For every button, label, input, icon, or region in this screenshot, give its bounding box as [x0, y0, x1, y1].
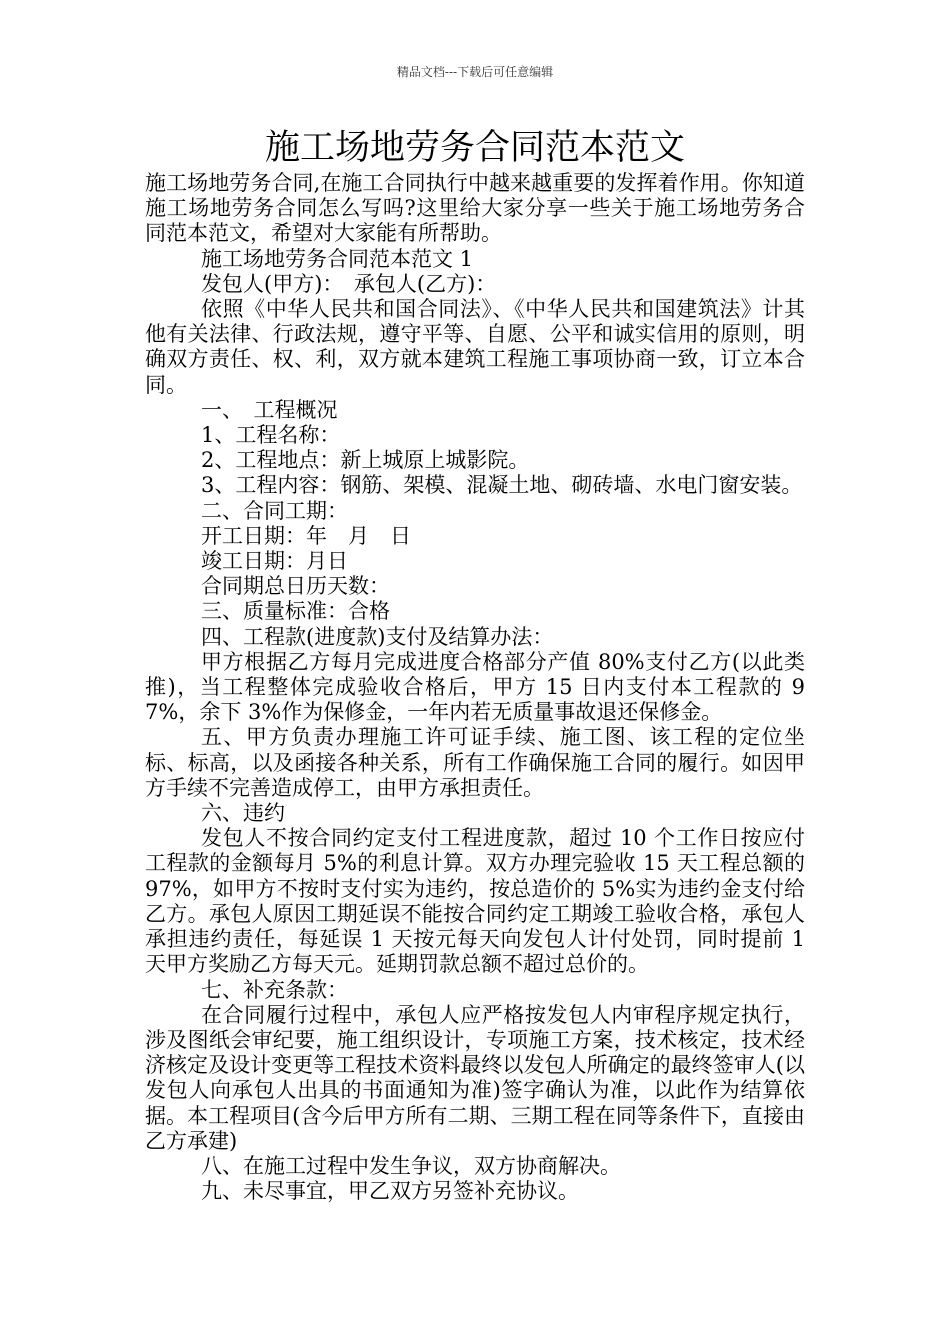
section-heading: 施工场地劳务合同范本范文 1: [201, 246, 474, 271]
clause-line: 开工日期：年 月 日: [201, 523, 411, 548]
document-title: 施工场地劳务合同范本范文: [264, 128, 685, 168]
clause-heading: 一、 工程概况: [201, 397, 338, 422]
document-body: [145, 171, 805, 1204]
clause-paragraph: 在合同履行过程中，承包人应严格按发包人内审程序规定执行，涉及图纸会审纪要，施工组织设计，专项施工方案，技术核定，技术经济核定及设计变更等工程技术资料最终以发包人所确定的最终签审人(以发包人向承包人出具的书面通知为准)签字确认为准，以此作为结算依据。本工程项目(含今后甲方所有二期、三期工程在同等条件下，直接由乙方承建): [145, 1002, 805, 1153]
preamble-paragraph: 依照《中华人民共和国合同法》、《中华人民共和国建筑法》计其他有关法律、行政法规，遵守平等、自愿、公平和诚实信用的原则，明确双方责任、权、利，双方就本建筑工程施工事项协商一致，订立本合同。: [145, 297, 805, 397]
clause-heading: 三、质量标准：合格: [201, 599, 390, 624]
clause-line: 3、工程内容：钢筋、架模、混凝土地、砌砖墙、水电门窗安装。: [201, 473, 803, 498]
clause-heading: 四、工程款(进度款)支付及结算办法：: [201, 624, 554, 649]
parties-line: 发包人(甲方)： 承包人(乙方)：: [201, 271, 497, 296]
page-header-note: 精品文档---下载后可任意编辑: [396, 65, 554, 79]
clause-heading: 二、合同工期：: [201, 498, 348, 523]
clause-paragraph: 甲方根据乙方每月完成进度合格部分产值 80%支付乙方(以此类推)，当工程整体完成验收合格后，甲方 15 日内支付本工程款的 97%，余下 3%作为保修金，一年内若无质量事故退还保修金。: [145, 649, 805, 725]
clause-line: 合同期总日历天数：: [201, 574, 390, 599]
intro-paragraph: 施工场地劳务合同,在施工合同执行中越来越重要的发挥着作用。你知道施工场地劳务合同怎么写吗?这里给大家分享一些关于施工场地劳务合同范本范文，希望对大家能有所帮助。: [145, 171, 805, 246]
clause-line: 九、未尽事宜，甲乙双方另签补充协议。: [201, 1179, 579, 1204]
clause-line: 八、在施工过程中发生争议，双方协商解决。: [201, 1153, 621, 1178]
clause-line: 1、工程名称：: [201, 423, 341, 448]
clause-paragraph: 五、甲方负责办理施工许可证手续、施工图、该工程的定位坐标、标高，以及函接各种关系，所有工作确保施工合同的履行。如因甲方手续不完善造成停工，由甲方承担责任。: [145, 725, 805, 800]
clause-heading: 六、违约: [201, 801, 285, 826]
clause-paragraph: 发包人不按合同约定支付工程进度款，超过 10 个工作日按应付工程款的金额每月 5%的利息计算。双方办理完验收 15 天工程总额的 97%，如甲方不按时支付实为违约，按总造价的 5%实为违约金支付给乙方。承包人原因工期延误不能按合同约定工期竣工验收合格，承包人承担违约责任，每延误 1 天按元每天向发包人计付处罚，同时提前 1 天甲方奖励乙方每天元。延期罚款总额不超过总价的。: [145, 826, 805, 977]
clause-heading: 七、补充条款：: [201, 977, 348, 1002]
clause-line: 竣工日期：月日: [201, 549, 348, 574]
clause-line: 2、工程地点：新上城原上城影院。: [201, 448, 530, 473]
